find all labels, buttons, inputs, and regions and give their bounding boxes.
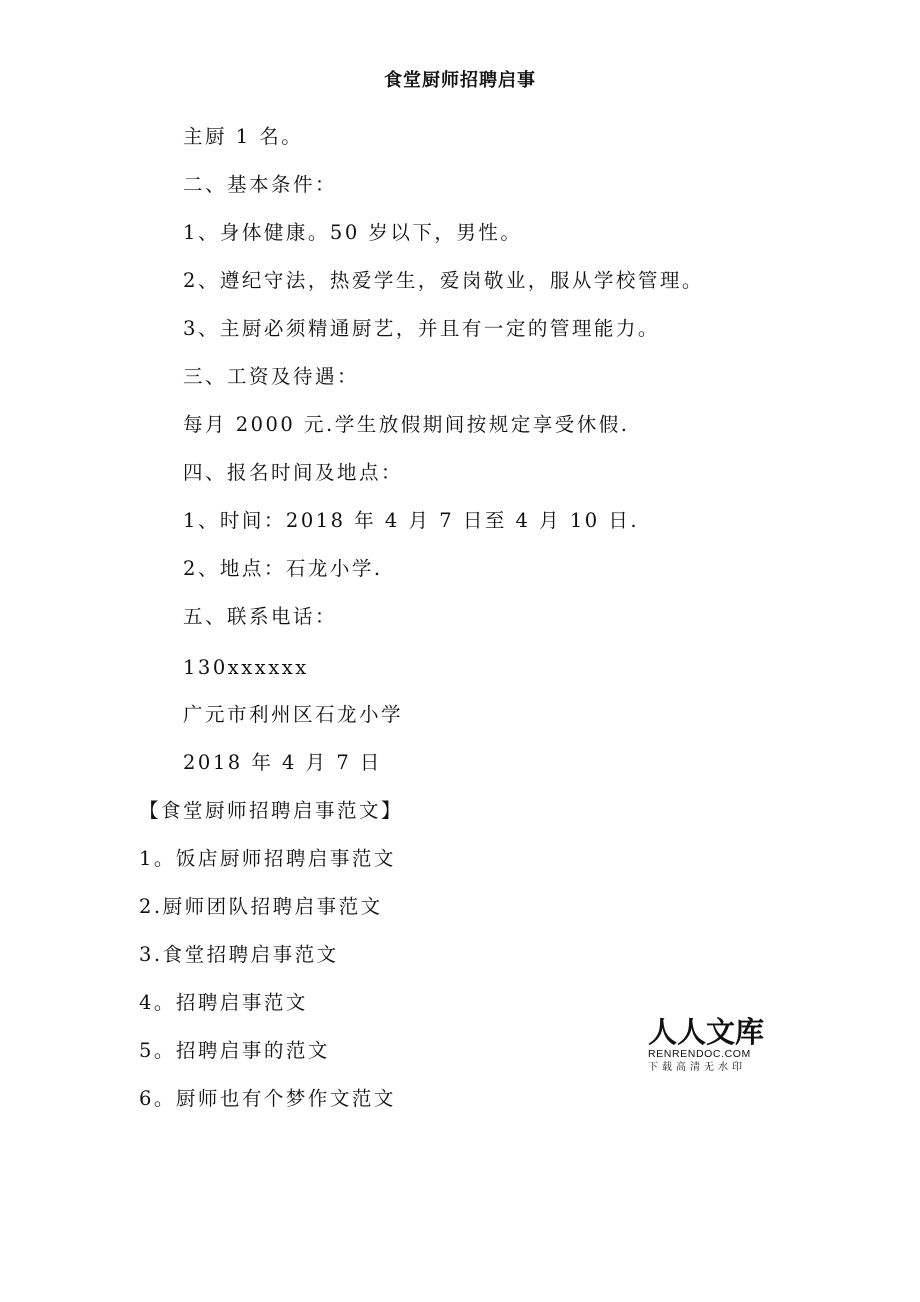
body-line: 每月 2000 元.学生放假期间按规定享受休假. [183,413,630,436]
body-line: 1、时间：2018 年 4 月 7 日至 4 月 10 日. [183,509,640,532]
body-line: 四、报名时间及地点： [183,461,404,484]
related-item[interactable]: 2.厨师团队招聘启事范文 [139,895,383,918]
body-line: 二、基本条件： [183,173,338,196]
watermark-logo [648,1016,772,1075]
related-item[interactable]: 6。厨师也有个梦作文范文 [139,1087,396,1110]
related-item[interactable]: 3.食堂招聘启事范文 [139,943,339,966]
watermark-tagline: 下载高清无水印 [648,1062,746,1073]
body-line: 2、地点：石龙小学. [183,557,383,580]
related-item[interactable]: 1。饭店厨师招聘启事范文 [139,847,396,870]
contact-phone: 130xxxxxx [183,656,309,679]
signature-org: 广元市利州区石龙小学 [183,703,404,726]
watermark-domain: RENRENDOC.COM [648,1048,751,1060]
body-line: 主厨 1 名。 [183,125,304,148]
signature-date: 2018 年 4 月 7 日 [183,751,382,774]
body-line: 五、联系电话： [183,605,338,628]
related-item[interactable]: 5。招聘启事的范文 [139,1039,330,1062]
document-title: 食堂厨师招聘启事 [384,70,536,91]
body-line: 3、主厨必须精通厨艺，并且有一定的管理能力。 [183,317,660,340]
body-line: 三、工资及待遇： [183,365,360,388]
body-line: 2、遵纪守法，热爱学生，爱岗敬业，服从学校管理。 [183,269,704,292]
related-item[interactable]: 4。招聘启事范文 [139,991,308,1014]
related-heading: 【食堂厨师招聘启事范文】 [139,799,404,822]
body-line: 1、身体健康。50 岁以下，男性。 [183,221,523,244]
watermark-brand: 人人文库 [648,1015,765,1049]
